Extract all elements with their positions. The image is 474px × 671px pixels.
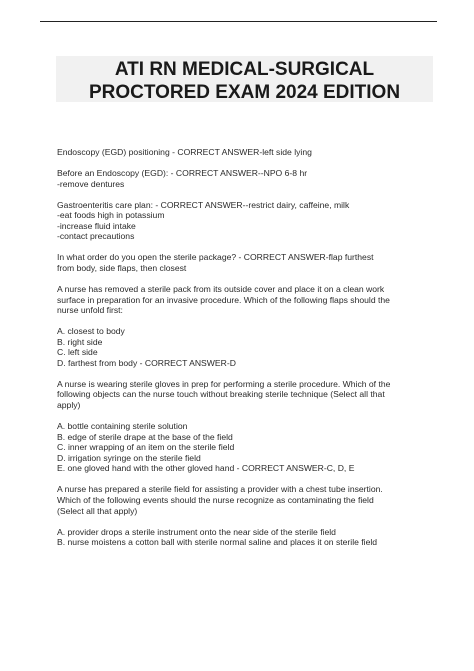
text-line: -remove dentures [57, 178, 125, 189]
text-line: -eat foods high in potassium [57, 210, 165, 221]
text-line: nurse unfold first: [57, 305, 123, 316]
text-line: Gastroenteritis care plan: - CORRECT ANSWER--restrict dairy, caffeine, milk [57, 199, 350, 210]
top-rule [40, 21, 437, 22]
text-line: Before an Endoscopy (EGD): - CORRECT ANSWER--NPO 6-8 hr [57, 167, 308, 178]
paragraph [57, 326, 457, 368]
paragraph [57, 168, 457, 189]
text-line: Endoscopy (EGD) positioning - CORRECT ANSWER-left side lying [57, 147, 312, 157]
text-line: B. edge of sterile drape at the base of the field [57, 431, 233, 442]
paragraph [57, 421, 457, 474]
title-line-2: PROCTORED EXAM 2024 EDITION [88, 82, 401, 103]
document-title [56, 58, 433, 104]
text-line: A nurse has removed a sterile pack from its outside cover and place it on a clean work [57, 283, 385, 294]
text-line: following objects can the nurse touch without breaking sterile technique (Select all that [57, 389, 385, 400]
text-line: apply) [57, 400, 81, 411]
text-line: surface in preparation for an invasive procedure. Which of the following flaps should the [57, 294, 390, 305]
paragraph [57, 379, 457, 411]
paragraph [57, 147, 457, 158]
text-line: A nurse is wearing sterile gloves in prep for performing a sterile procedure. Which of the [57, 378, 391, 389]
paragraph [57, 252, 457, 273]
text-line: from body, side flaps, then closest [57, 262, 187, 273]
text-line: E. one gloved hand with the other gloved hand - CORRECT ANSWER-C, D, E [57, 463, 355, 474]
text-line: A nurse has prepared a sterile field for assisting a provider with a chest tube insertion. [57, 484, 383, 495]
paragraph [57, 200, 457, 242]
text-line: C. inner wrapping of an item on the sterile field [57, 442, 235, 453]
text-line: (Select all that apply) [57, 505, 138, 516]
text-line: D. farthest from body - CORRECT ANSWER-D [57, 357, 236, 368]
document-body [57, 147, 457, 558]
text-line: Which of the following events should the nurse recognize as contaminating the field [57, 494, 374, 505]
text-line: B. right side [57, 336, 103, 347]
text-line: A. provider drops a sterile instrument onto the near side of the sterile field [57, 526, 336, 537]
paragraph [57, 484, 457, 516]
text-line: D. irrigation syringe on the sterile field [57, 452, 201, 463]
text-line: B. nurse moistens a cotton ball with sterile normal saline and places it on sterile field [57, 537, 378, 548]
paragraph [57, 284, 457, 316]
text-line: -increase fluid intake [57, 220, 136, 231]
paragraph [57, 527, 457, 548]
text-line: In what order do you open the sterile package? - CORRECT ANSWER-flap furthest [57, 252, 374, 263]
text-line: C. left side [57, 347, 98, 358]
title-line-1: ATI RN MEDICAL-SURGICAL [114, 59, 375, 80]
text-line: -contact precautions [57, 231, 135, 242]
text-line: A. closest to body [57, 326, 125, 337]
text-line: A. bottle containing sterile solution [57, 421, 188, 432]
